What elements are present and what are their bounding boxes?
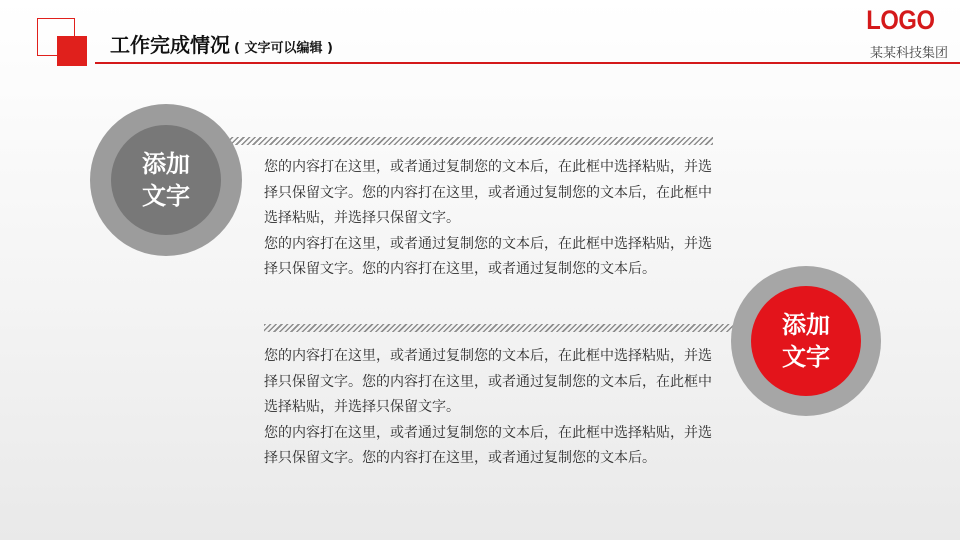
section-2-paragraph-2: 您的内容打在这里，或者通过复制您的文本后，在此框中选择粘贴，并选择只保留文字。您的内容打在这里，或者通过复制您的文本后。 [264, 424, 712, 466]
section-1-circle [90, 104, 242, 256]
section-2-text [264, 344, 714, 472]
decor-square-filled [57, 36, 87, 66]
title-underline [95, 62, 960, 64]
logo: LOGO [865, 5, 934, 35]
section-1-text [264, 155, 714, 283]
section-1-paragraph-1: 您的内容打在这里，或者通过复制您的文本后，在此框中选择粘贴，并选择只保留文字。您的内容打在这里，或者通过复制您的文本后，在此框中选择粘贴，并选择只保留文字。 [264, 159, 712, 226]
section-1-paragraph-2: 您的内容打在这里，或者通过复制您的文本后，在此框中选择粘贴，并选择只保留文字。您的内容打在这里，或者通过复制您的文本后。 [264, 235, 712, 277]
section-2-paragraph-1: 您的内容打在这里，或者通过复制您的文本后，在此框中选择粘贴，并选择只保留文字。您的内容打在这里，或者通过复制您的文本后，在此框中选择粘贴，并选择只保留文字。 [264, 348, 712, 415]
section-2-label: 添加文字 [782, 311, 830, 371]
section-2-circle-inner [751, 286, 861, 396]
hatch-divider-1 [226, 137, 713, 145]
title-subtitle: ( 文字可以编辑 ) [234, 41, 333, 56]
page-title [110, 29, 333, 58]
company-name: 某某科技集团 [869, 46, 948, 61]
title-text: 工作完成情况 [110, 33, 230, 57]
hatch-divider-2 [264, 324, 736, 332]
section-1-circle-inner [111, 125, 221, 235]
section-1-label: 添加文字 [142, 150, 190, 210]
section-2-circle [731, 266, 881, 416]
